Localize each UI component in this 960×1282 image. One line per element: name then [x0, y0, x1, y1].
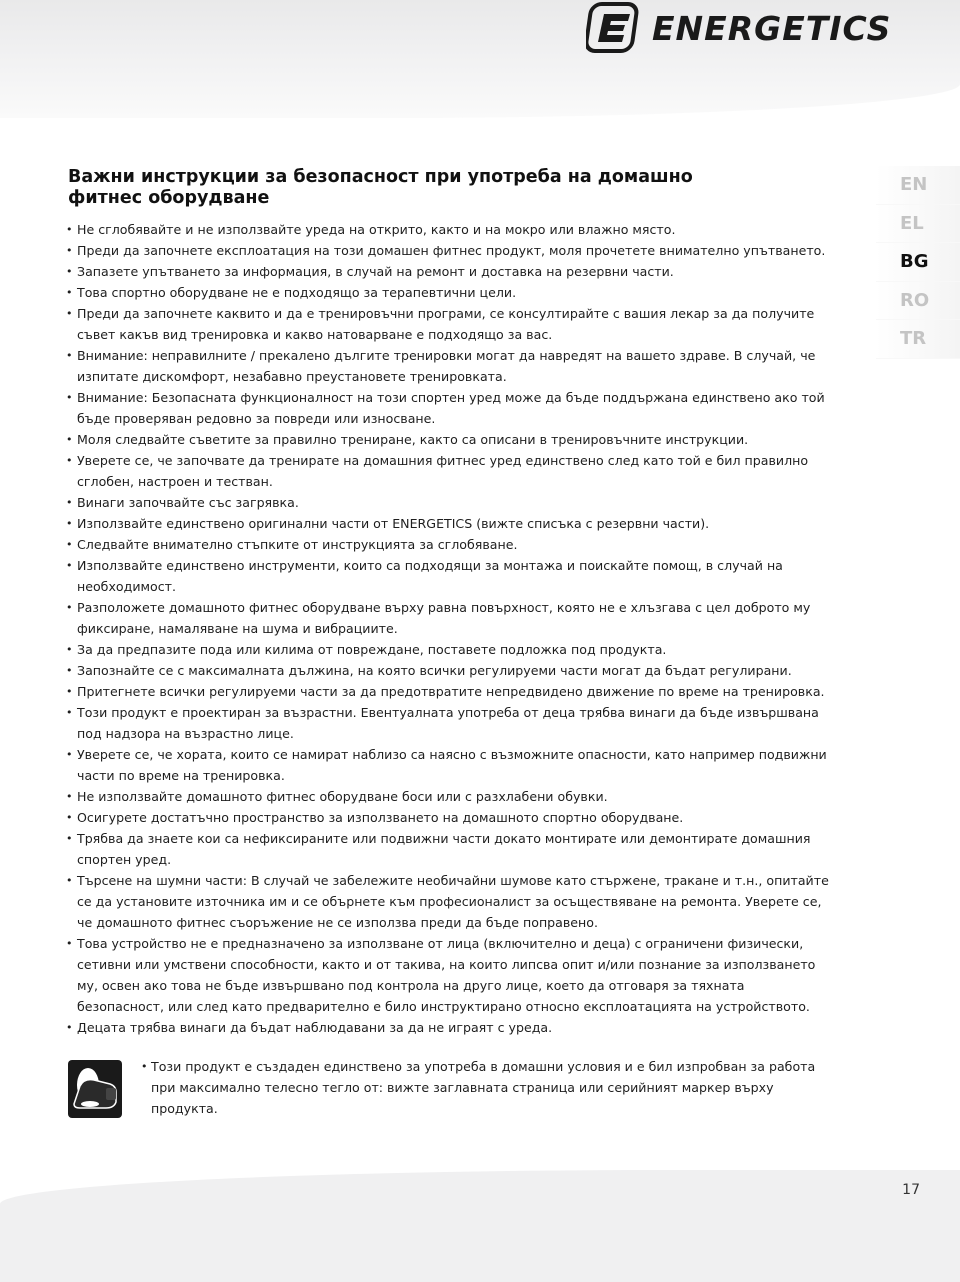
list-item: • Децата трябва винаги да бъдат наблюдавани за да не играят с уреда. [66, 1017, 834, 1038]
list-item: • Използвайте единствено оригинални части от ENERGETICS (вижте списъка с резервни части). [66, 513, 834, 534]
list-item: • Моля следвайте съветите за правилно трениране, както са описани в тренировъчните инструкции. [66, 429, 834, 450]
list-item: • Преди да започнете експлоатация на този домашен фитнес продукт, моля прочетете внимателно упътването. [66, 240, 834, 261]
tab-language-ro[interactable]: RO [876, 282, 960, 321]
list-item: • Това спортно оборудване не е подходящо за терапевтични цели. [66, 282, 834, 303]
list-item: • Това устройство не е предназначено за използване от лица (включително и деца) с ограничени физически, сетивни или умствени способности, както и от такива, на които липсва опит и/или познание за използването му, освен ако това не бъде извършвано под контрола на друго лице, което да отговаря за тяхната безопасност, или след като предварително е било инструктирано относно експлоатацията на устройството. [66, 933, 834, 1017]
page-title: Важни инструкции за безопасност при употреба на домашно фитнес оборудване [68, 167, 693, 208]
list-item: • Внимание: Безопасната функционалност на този спортен уред може да бъде поддържана единствено ако той бъде проверяван редовно за повреди или износване. [66, 387, 834, 429]
tab-language-bg[interactable]: BG [876, 243, 960, 282]
list-item: • Запазете упътването за информация, в случай на ремонт и доставка на резервни части. [66, 261, 834, 282]
energetics-logo-icon [586, 2, 642, 54]
list-item: • Търсене на шумни части: В случай че забележите необичайни шумове като стържене, тракане и т.н., опитайте се да установите източника им и се обърнете към професионалист за осъществяване на ремонта. Уверете се, че домашното фитнес съоръжение не се използва преди да бъде поправено. [66, 870, 834, 933]
list-item: • Този продукт е проектиран за възрастни. Евентуалната употреба от деца трябва винаги да бъде извършвана под надзора на възрастно лице. [66, 702, 834, 744]
list-item: • Този продукт е създаден единствено за употреба в домашни условия и е бил изпробван за работа при максимално телесно тегло от: вижте заглавната страница или серийният маркер върху продукта. [141, 1056, 831, 1119]
footer-band [0, 1170, 960, 1282]
page-number: 17 [902, 1182, 920, 1198]
list-item: • Използвайте единствено инструменти, които са подходящи за монтажа и поискайте помощ, в случай на необходимост. [66, 555, 834, 597]
list-item: • Винаги започвайте със загрявка. [66, 492, 834, 513]
tab-language-tr[interactable]: TR [876, 320, 960, 359]
tab-language-el[interactable]: EL [876, 205, 960, 244]
list-item: • Уверете се, че започвате да тренирате на домашния фитнес уред единствено след като той е бил правилно сглобен, настроен и тестван. [66, 450, 834, 492]
list-item: • Следвайте внимателно стъпките от инструкцията за сглобяване. [66, 534, 834, 555]
list-item: • Осигурете достатъчно пространство за използването на домашното спортно оборудване. [66, 807, 834, 828]
list-item: • Не използвайте домашното фитнес оборудване боси или с разхлабени обувки. [66, 786, 834, 807]
max-weight-note [141, 1056, 831, 1119]
list-item: • Преди да започнете каквито и да е тренировъчни програми, се консултирайте с вашия лекар за да получите съвет какъв вид тренировка и какво натоварване е подходящо за вас. [66, 303, 834, 345]
safety-instructions-list [66, 219, 834, 1038]
tab-language-en[interactable]: EN [876, 166, 960, 205]
list-item: • За да предпазите пода или килима от повреждане, поставете подложка под продукта. [66, 639, 834, 660]
weight-scale-icon [66, 1058, 124, 1120]
list-item: • Запознайте се с максималната дължина, на която всички регулируеми части могат да бъдат регулирани. [66, 660, 834, 681]
language-tabs [876, 166, 960, 359]
list-item: • Притегнете всички регулируеми части за да предотвратите непредвидено движение по време на тренировка. [66, 681, 834, 702]
brand-logo [586, 2, 926, 54]
list-item: • Не сглобявайте и не използвайте уреда на открито, както и на мокро или влажно място. [66, 219, 834, 240]
list-item: • Внимание: неправилните / прекалено дългите тренировки могат да навредят на вашето здраве. В случай, че изпитате дискомфорт, незабавно преустановете тренировката. [66, 345, 834, 387]
list-item: • Трябва да знаете кои са нефиксираните или подвижни части докато монтирате или демонтирате домашния спортен уред. [66, 828, 834, 870]
brand-name: ENERGETICS [652, 8, 892, 48]
list-item: • Уверете се, че хората, които се намират наблизо са наясно с възможните опасности, като например подвижни части по време на тренировка. [66, 744, 834, 786]
list-item: • Разположете домашното фитнес оборудване върху равна повърхност, която не е хлъзгава с цел доброто му фиксиране, намаляване на шума и вибрациите. [66, 597, 834, 639]
